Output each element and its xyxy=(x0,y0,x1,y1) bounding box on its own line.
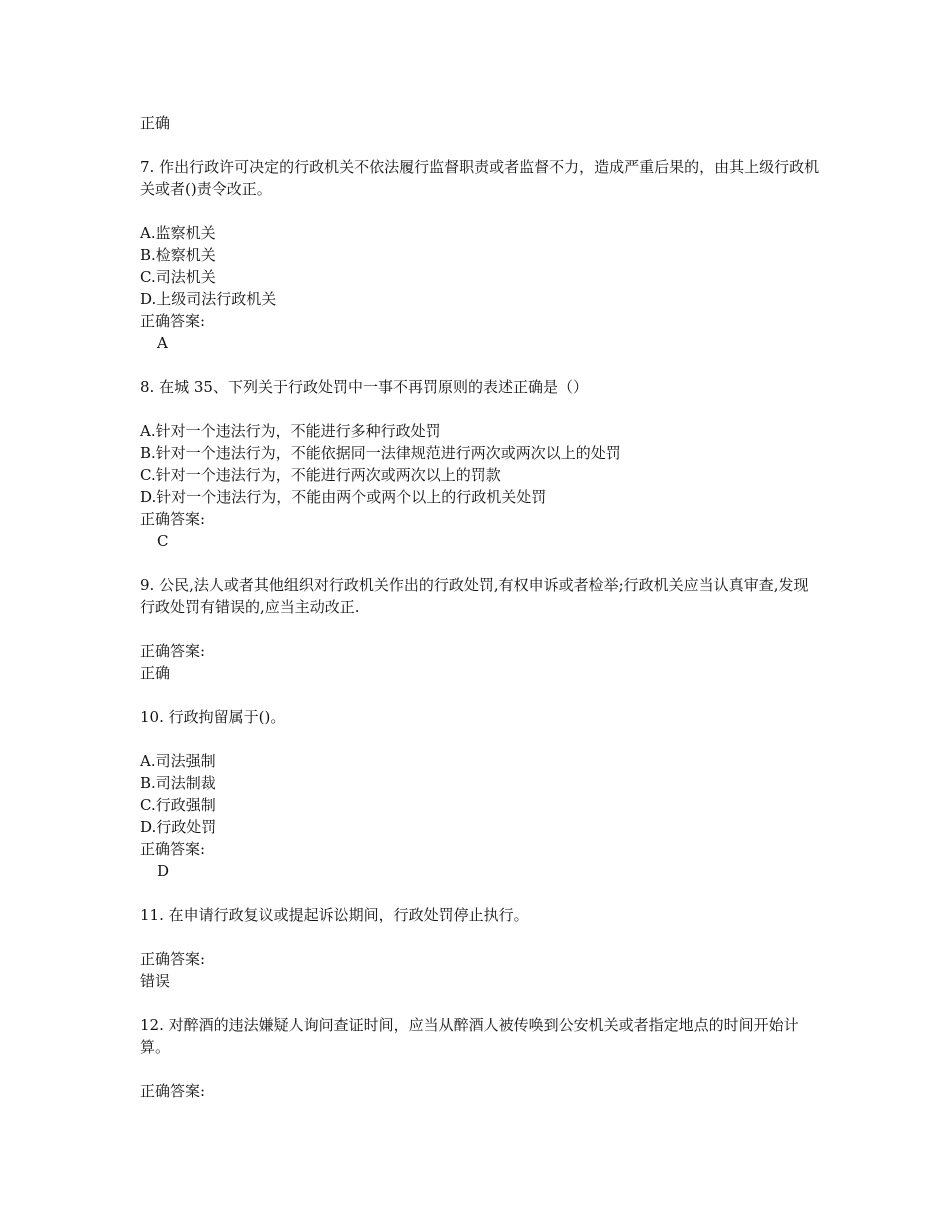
answer-value: 正确 xyxy=(140,664,171,682)
question-body: 作出行政许可决定的行政机关不依法履行监督职责或者监督不力，造成严重后果的，由其上级行政机关或者()责令改正。 xyxy=(140,158,820,198)
question-text xyxy=(140,574,820,618)
previous-answer: 正确 xyxy=(140,114,171,132)
question-number: 12. xyxy=(140,1016,164,1034)
answer-label: 正确答案: xyxy=(140,840,206,858)
question-10 xyxy=(140,706,820,882)
option-d: D.上级司法行政机关 xyxy=(140,290,277,308)
question-body: 对醉酒的违法嫌疑人询问查证时间，应当从醉酒人被传唤到公安机关或者指定地点的时间开始计算。 xyxy=(140,1016,799,1056)
option-d: D.行政处罚 xyxy=(140,818,217,836)
option-b: B.司法制裁 xyxy=(140,774,216,792)
question-text xyxy=(140,904,820,926)
option-b: B.针对一个违法行为，不能依据同一法律规范进行两次或两次以上的处罚 xyxy=(140,444,621,462)
question-body: 公民,法人或者其他组织对行政机关作出的行政处罚,有权申诉或者检举;行政机关应当认真审查,发现行政处罚有错误的,应当主动改正. xyxy=(140,576,809,616)
question-text xyxy=(140,1014,820,1058)
question-body: 在城 35、下列关于行政处罚中一事不再罚原则的表述正确是（） xyxy=(159,378,588,396)
option-a: A.监察机关 xyxy=(140,224,216,242)
question-body: 行政拘留属于()。 xyxy=(168,708,286,726)
question-number: 11. xyxy=(140,906,164,924)
answer-label: 正确答案: xyxy=(140,950,206,968)
option-c: C.司法机关 xyxy=(140,268,216,286)
question-number: 8. xyxy=(140,378,155,396)
question-body: 在申请行政复议或提起诉讼期间，行政处罚停止执行。 xyxy=(168,906,529,924)
answer-value: 错误 xyxy=(140,972,171,990)
answer-value: D xyxy=(157,862,170,880)
answer-label: 正确答案: xyxy=(140,312,206,330)
option-c: C.行政强制 xyxy=(140,796,216,814)
answer-value: C xyxy=(157,532,169,550)
question-text xyxy=(140,156,820,200)
question-number: 9. xyxy=(140,576,155,594)
question-9 xyxy=(140,574,820,684)
question-number: 10. xyxy=(140,708,164,726)
answer-label: 正确答案: xyxy=(140,642,206,660)
question-12 xyxy=(140,1014,820,1102)
answer-label: 正确答案: xyxy=(140,1082,206,1100)
question-8 xyxy=(140,376,820,552)
question-11 xyxy=(140,904,820,992)
question-text xyxy=(140,376,820,398)
option-a: A.针对一个违法行为，不能进行多种行政处罚 xyxy=(140,422,441,440)
option-a: A.司法强制 xyxy=(140,752,216,770)
option-b: B.检察机关 xyxy=(140,246,216,264)
question-text xyxy=(140,706,820,728)
question-7 xyxy=(140,156,820,354)
question-list xyxy=(140,112,820,1102)
question-number: 7. xyxy=(140,158,155,176)
answer-value: A xyxy=(157,334,168,352)
answer-label: 正确答案: xyxy=(140,510,206,528)
option-c: C.针对一个违法行为，不能进行两次或两次以上的罚款 xyxy=(140,466,501,484)
option-d: D.针对一个违法行为，不能由两个或两个以上的行政机关处罚 xyxy=(140,488,547,506)
